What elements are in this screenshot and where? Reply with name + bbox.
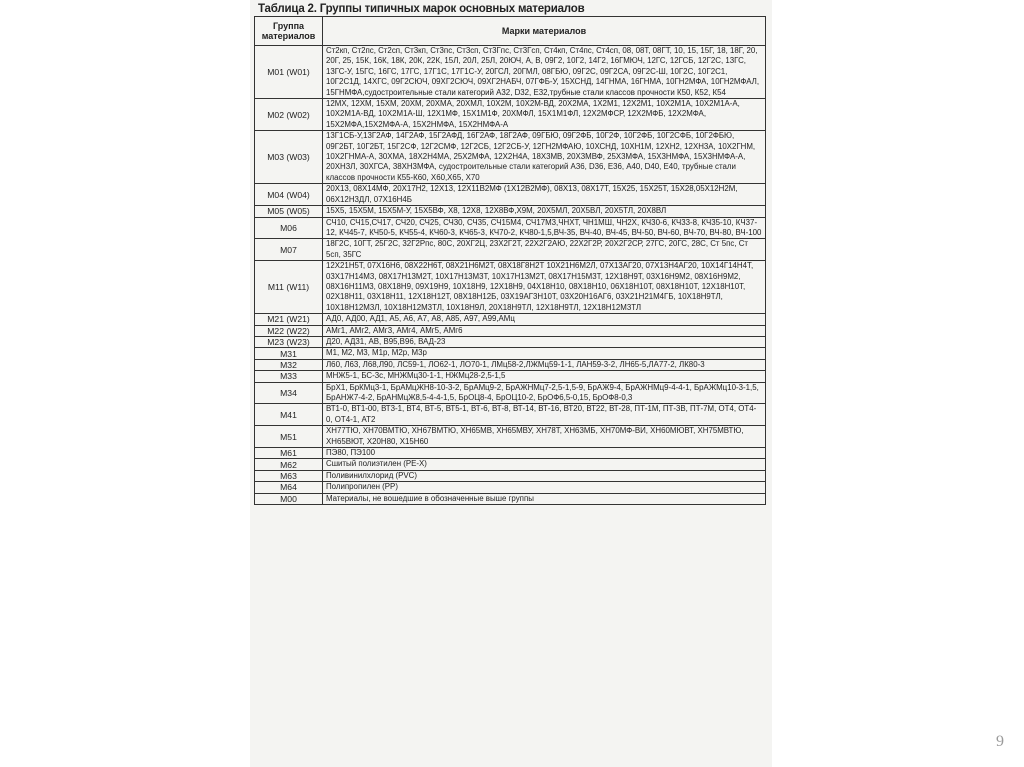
group-code: M32	[255, 359, 323, 370]
table-header-row	[255, 17, 766, 46]
group-code: M21 (W21)	[255, 314, 323, 325]
group-code: M51	[255, 426, 323, 448]
material-marks: АМг1, АМг2, АМг3, АМг4, АМг5, АМг6	[323, 325, 766, 336]
material-marks: МНЖ5-1, БС-3с, МНЖМц30-1-1, НЖМц28-2,5-1,5	[323, 371, 766, 382]
table-row	[255, 261, 766, 314]
group-code: M01 (W01)	[255, 46, 323, 99]
table-title: Таблица 2. Группы типичных марок основных материалов	[258, 3, 585, 15]
table-row	[255, 371, 766, 382]
table-row	[255, 184, 766, 206]
group-code: M03 (W03)	[255, 131, 323, 184]
material-marks: СЧ10, СЧ15,СЧ17, СЧ20, СЧ25, СЧ30, СЧ35, СЧ15М4, СЧ17М3,ЧНХТ, ЧН1МШ, ЧН2Х, КЧ30-6, КЧ33-8, КЧ35-10, КЧ37-12, КЧ45-7, КЧ50-5, КЧ55-4, КЧ60-3, КЧ65-3, КЧ70-2, КЧ80-1,5,ВЧ-35, ВЧ-40, ВЧ-45, ВЧ-50, ВЧ-60, ВЧ-70, ВЧ-80, ВЧ-100	[323, 217, 766, 239]
group-code: M11 (W11)	[255, 261, 323, 314]
group-code: M06	[255, 217, 323, 239]
group-code: M61	[255, 448, 323, 459]
group-code: M41	[255, 404, 323, 426]
materials-table	[254, 16, 766, 505]
table-row	[255, 493, 766, 504]
group-code: M22 (W22)	[255, 325, 323, 336]
material-marks: Сшитый полиэтилен (PE-X)	[323, 459, 766, 470]
material-marks: 12МХ, 12ХМ, 15ХМ, 20ХМ, 20ХМА, 20ХМЛ, 10Х2М, 10Х2М-ВД, 20Х2МА, 1Х2М1, 12Х2М1, 10Х2М1А, 10Х2М1А-А, 10Х2М1А-ВД, 10Х2М1А-Ш, 12Х1МФ, 15Х1М1Ф, 20ХМФЛ, 15Х1М1ФЛ, 12Х2МФСР, 12Х2МФБ, 12Х2МФА, 15Х2МФА,15Х2МФА-А, 15Х2НМФА, 15Х2НМФА-А	[323, 99, 766, 131]
material-marks: Д20, АД31, АВ, В95,В96, ВАД-23	[323, 336, 766, 347]
header-group: Группа материалов	[255, 17, 323, 46]
material-marks: 20Х13, 08Х14МФ, 20Х17Н2, 12Х13, 12Х11В2МФ (1Х12В2МФ), 08Х13, 08Х17Т, 15Х25, 15Х25Т, 15Х28,05Х12Н2М, 06Х12Н3ДЛ, 07Х16Н4Б	[323, 184, 766, 206]
group-code: M64	[255, 482, 323, 493]
table-row	[255, 470, 766, 481]
table-row	[255, 459, 766, 470]
group-code: M23 (W23)	[255, 336, 323, 347]
table-row	[255, 325, 766, 336]
table-row	[255, 239, 766, 261]
group-code: M04 (W04)	[255, 184, 323, 206]
material-marks: БрХ1, БрКМц3-1, БрАМцЖН8-10-3-2, БрАМц9-2, БрАЖНМц7-2,5-1,5-9, БрАЖ9-4, БрАЖНМц9-4-4-1, БрАЖМц10-3-1,5, БрАНЖ7-4-2, БрАНМцЖ8,5-4-4-1,5, БрОЦ8-4, БрОЦ10-2, БрОФ6,5-0,15, БрОФ8-0,3	[323, 382, 766, 404]
group-code: M34	[255, 382, 323, 404]
material-marks: ХН77ТЮ, ХН70ВМТЮ, ХН67ВМТЮ, ХН65МВ, ХН65МВУ, ХН78Т, ХН63МБ, ХН70МФ-ВИ, ХН60МЮВТ, ХН75МВТЮ, ХН65ВЮТ, Х20Н80, Х15Н60	[323, 426, 766, 448]
group-code: M63	[255, 470, 323, 481]
table-row	[255, 206, 766, 217]
group-code: M33	[255, 371, 323, 382]
material-marks: Полипропилен (PP)	[323, 482, 766, 493]
group-code: M00	[255, 493, 323, 504]
material-marks: ПЭ80, ПЭ100	[323, 448, 766, 459]
material-marks: М1, М2, М3, М1р, М2р, М3р	[323, 348, 766, 359]
table-row	[255, 46, 766, 99]
material-marks: Материалы, не вошедшие в обозначенные выше группы	[323, 493, 766, 504]
material-marks: 15Х5, 15Х5М, 15Х5М-У, 15Х5ВФ, Х8, 12Х8, 12Х8ВФ,Х9М, 20Х5МЛ, 20Х5ВЛ, 20Х5ТЛ, 20Х8ВЛ	[323, 206, 766, 217]
table-row	[255, 359, 766, 370]
material-marks: Поливинилхлорид (PVC)	[323, 470, 766, 481]
table-row	[255, 448, 766, 459]
header-marks: Марки материалов	[323, 17, 766, 46]
material-marks: 18Г2С, 10ГТ, 25Г2С, 32Г2Рпс, 80С, 20ХГ2Ц, 23Х2Г2Т, 22Х2Г2АЮ, 22Х2Г2Р, 20Х2Г2СР, 27ГС, 20ГС, 28С, Ст 5пс, Ст 5сп, 35ГС	[323, 239, 766, 261]
table-row	[255, 482, 766, 493]
material-marks: Ст2кп, Ст2пс, Ст2сп, Ст3кп, Ст3пс, Ст3сп, Ст3Гпс, Ст3Гсп, Ст4кп, Ст4пс, Ст4сп, 08, 08Т, 08ГТ, 10, 15, 15Г, 18, 18Г, 20, 20Г, 25, 15К, 16К, 18К, 20К, 22К, 15Л, 20Л, 25Л, 20ЮЧ, А, В, 09Г2, 10Г2, 14Г2, 16ГМЮЧ, 12ГС, 12ГСБ, 12Г2С, 13ГС, 13ГС-У, 15ГС, 16ГС, 17ГС, 17Г1С, 17Г1С-У, 20ГСЛ, 20ГМЛ, 08ГБЮ, 09Г2С, 09Г2СА, 09Г2С-Ш, 10Г2С, 10Г2С1, 10Г2С1Д, 14ХГС, 09Г2СЮЧ, 09ХГ2СЮЧ, 09ХГ2НАБЧ, 07ГФБ-У, 15ХСНД, 14ГНМА, 16ГНМА, 10ГН2МФА, 10ГН2МФАЛ, 15ГНМФА,судостроительные стали категорий А32, D32, Е32,трубные стали классов прочности К50, К52, К54	[323, 46, 766, 99]
table-row	[255, 314, 766, 325]
table-row	[255, 382, 766, 404]
material-marks: 13Г1СБ-У,13Г2АФ, 14Г2АФ, 15Г2АФД, 16Г2АФ, 18Г2АФ, 09ГБЮ, 09Г2ФБ, 10Г2Ф, 10Г2ФБ, 10Г2СФБ, 10Г2ФБЮ, 09Г2БТ, 10Г2БТ, 15Г2СФ, 12Г2СМФ, 12Г2СБ, 12Г2СБ-У, 12ГН2МФАЮ, 10ХСНД, 10ХН1М, 12ХН2, 12ХН3А, 10Х2ГНМ, 10Х2ГНМА-А, 30ХМА, 18Х2Н4МА, 25Х2МФА, 12Х2Н4А, 18Х3МВ, 20Х3МВФ, 25Х3МФА, 15Х3НМФА, 15Х3НМФА-А, 20ХН3Л, 30ХГСА, 38ХН3МФА, судостроительные стали категорий А36, D36, Е36, А40, D40, Е40, трубные стали классов прочности К55-К60, Х60,Х65, Х70	[323, 131, 766, 184]
group-code: M02 (W02)	[255, 99, 323, 131]
group-code: M62	[255, 459, 323, 470]
material-marks: 12Х21Н5Т, 07Х16Н6, 08Х22Н6Т, 08Х21Н6М2Т, 08Х18Г8Н2Т 10Х21Н6М2Л, 07Х13АГ20, 07Х13Н4АГ20, 10Х14Г14Н4Т, 03Х17Н14М3, 08Х17Н13М2Т, 10Х17Н13М3Т, 10Х17Н13М2Т, 08Х17Н15М3Т, 12Х18Н9Т, 03Х16Н9М2, 08Х16Н9М2, 08Х16Н11М3, 08Х18Н9, 09Х19Н9, 10Х18Н9, 12Х18Н9, 04Х18Н10, 08Х18Н10, 06Х18Н10Т, 08Х18Н10Т, 12Х18Н10Т, 02Х18Н11, 03Х18Н11, 12Х18Н12Т, 08Х18Н12Б, 03Х19АГ3Н10Т, 03Х20Н16АГ6, 03Х21Н21М4ГБ, 10Х18Н9ТЛ, 10Х18Н12М3Л, 10Х18Н12М3ТЛ, 10Х18Н9Л, 20Х18Н9ТЛ, 12Х18Н9ТЛ, 12Х18Н12М3ТЛ	[323, 261, 766, 314]
table-row	[255, 348, 766, 359]
table-row	[255, 426, 766, 448]
group-code: M07	[255, 239, 323, 261]
table-row	[255, 217, 766, 239]
material-marks: Л60, Л63, Л68,Л90, ЛС59-1, ЛО62-1, ЛО70-1, ЛМц58-2,ЛЖМц59-1-1, ЛАН59-3-2, ЛН65-5,ЛА77-2, ЛК80-3	[323, 359, 766, 370]
material-marks: АД0, АД00, АД1, А5, А6, А7, А8, А85, А97, А99,АМц	[323, 314, 766, 325]
table-row	[255, 404, 766, 426]
material-marks: ВТ1-0, ВТ1-00, ВТ3-1, ВТ4, ВТ-5, ВТ5-1, ВТ-6, ВТ-8, ВТ-14, ВТ-16, ВТ20, ВТ22, ВТ-28, ПТ-1М, ПТ-3В, ПТ-7М, ОТ4, ОТ4-0, ОТ4-1, АТ2	[323, 404, 766, 426]
group-code: M31	[255, 348, 323, 359]
table-row	[255, 131, 766, 184]
group-code: M05 (W05)	[255, 206, 323, 217]
page-number: 9	[996, 733, 1004, 750]
table-row	[255, 99, 766, 131]
table-row	[255, 336, 766, 347]
